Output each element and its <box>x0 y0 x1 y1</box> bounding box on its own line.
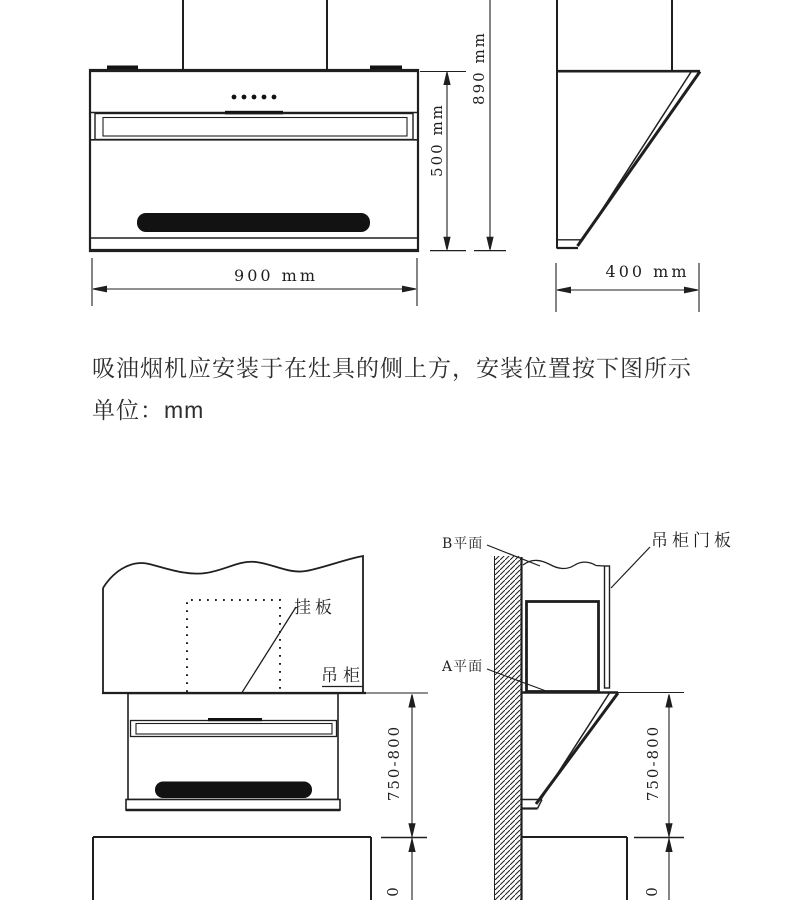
dim-label-400mm: 400 mm <box>605 262 690 281</box>
hood-bottom-band <box>126 800 340 811</box>
flue-cutout-dotted <box>187 600 280 692</box>
door-panel-leader <box>611 547 650 588</box>
wall-hatched <box>495 556 521 900</box>
hanging-plate-leader <box>234 607 297 706</box>
air-grille <box>137 213 370 232</box>
dimension-lines-bottom <box>366 693 684 900</box>
dim-label-750-800-left: 750-800 <box>385 724 403 802</box>
hood-side-front-inner <box>542 693 610 799</box>
label-cabinet-door-panel: 吊柜门板 <box>651 531 735 551</box>
install-side-view <box>487 545 650 900</box>
dim-label-partial-left: 0 <box>384 887 402 897</box>
dim-label-500mm: 500 mm <box>428 103 446 177</box>
cabinet-door-panel <box>605 566 610 688</box>
hood-side-view <box>556 0 700 249</box>
dim-label-750-800-right: 750-800 <box>644 724 662 802</box>
label-plane-a: A平面 <box>442 659 484 675</box>
dim-label-partial-right: 0 <box>643 887 661 897</box>
label-cabinet: 吊柜 <box>321 666 365 686</box>
instruction-line-2: 单位：mm <box>92 397 205 423</box>
instruction-line-1: 吸油烟机应安装于在灶具的侧上方，安装位置按下图所示 <box>92 355 692 381</box>
label-hanging-plate: 挂板 <box>294 598 336 618</box>
cabinet-recess <box>527 602 599 692</box>
dim-label-890mm: 890 mm <box>470 31 488 105</box>
counter-right <box>522 837 628 900</box>
label-plane-b: B平面 <box>442 536 484 552</box>
hood-front-view <box>90 0 418 251</box>
air-grille-small <box>155 782 312 799</box>
counter-left <box>93 837 371 900</box>
side-front-panel-inner <box>584 72 692 239</box>
dim-label-900mm: 900 mm <box>234 266 318 285</box>
